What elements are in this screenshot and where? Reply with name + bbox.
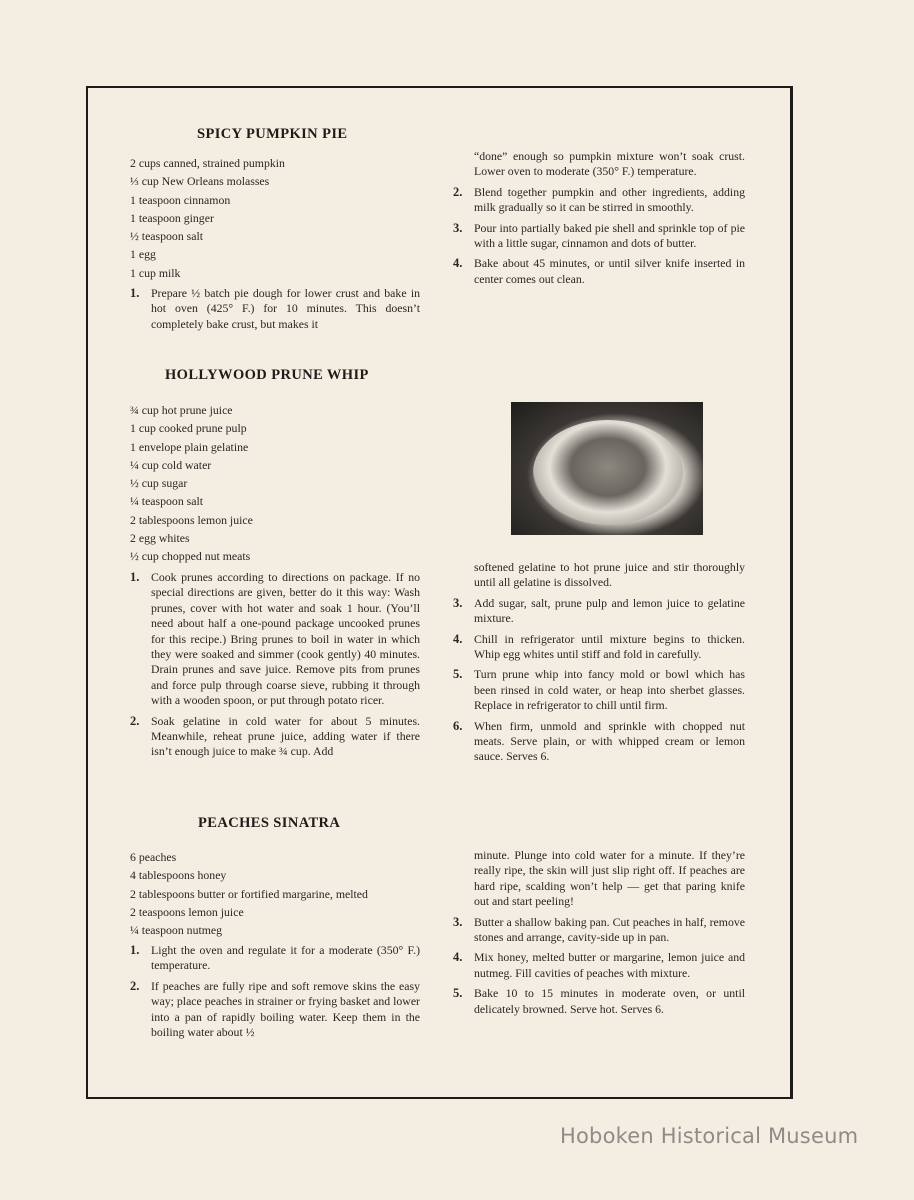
step-item [453, 632, 745, 663]
step-item [453, 221, 745, 252]
prune-whip-photo [511, 402, 703, 535]
step-text: “done” enough so pumpkin mixture won’t soak crust. Lower oven to moderate (350° F.) temperature. [474, 149, 745, 179]
steps-left [130, 943, 420, 1045]
recipe-title: PEACHES SINATRA [198, 815, 341, 831]
step-item [453, 185, 745, 216]
ingredient-item: 2 egg whites [130, 531, 190, 546]
step-number: 6. [453, 718, 463, 733]
step-item [453, 950, 745, 981]
step-number: 1. [130, 570, 140, 584]
step-item [453, 596, 745, 627]
steps-left [130, 570, 420, 765]
ingredient-item: ½ cup sugar [130, 476, 188, 491]
step-text: Pour into partially baked pie shell and sprinkle top of pie with a little sugar, cinnamon and dots of butter. [474, 220, 745, 251]
step-text: If peaches are fully ripe and soft remove skins the easy way; place peaches in strainer or frying basket and lower into a pan of rapidly boiling water. Keep them in the boiling water about ½ [151, 978, 420, 1040]
steps-right [453, 848, 745, 1022]
steps-right [453, 149, 745, 292]
ingredient-item: 1 teaspoon cinnamon [130, 192, 231, 207]
step-text: minute. Plunge into cold water for a minute. If they’re really ripe, the skin will just slip right off. If peaches are hard ripe, scalding won’t help — get that paring knife out and start peeling! [474, 848, 745, 909]
step-item [453, 848, 745, 910]
step-item [453, 149, 745, 180]
step-item [453, 719, 745, 765]
step-text: Cook prunes according to directions on package. If no special directions are given, better do it this way: Wash prunes, cover with hot water and soak 1 hour. (You’ll need about half a one-pound package uncooked prunes for this recipe.) Bring prunes to boil in water in which they were soaked and simmer (cook gently) 40 minutes. Drain prunes and save juice. Remove pits from prunes and force pulp through coarse sieve, rubbing it through with a wooden spoon, or put through potato ricer. [151, 570, 420, 708]
step-number: 2. [130, 713, 140, 728]
step-number: 5. [453, 986, 463, 1001]
step-number: 4. [453, 256, 463, 271]
ingredient-item: ¼ cup cold water [130, 457, 212, 472]
steps-right [453, 560, 745, 770]
step-item [130, 714, 420, 760]
step-number: 3. [453, 595, 463, 610]
step-item [453, 915, 745, 946]
step-number: 3. [453, 220, 463, 235]
step-number: 2. [453, 184, 463, 199]
step-text: softened gelatine to hot prune juice and stir thoroughly until all gelatine is dissolved. [474, 560, 745, 590]
steps-left [130, 286, 420, 337]
step-item [453, 256, 745, 287]
step-text: Soak gelatine in cold water for about 5 minutes. Meanwhile, reheat prune juice, adding water if there isn’t enough juice to make ¾ cup. Add [151, 713, 420, 759]
step-item [453, 986, 745, 1017]
ingredient-item: 4 tablespoons honey [130, 868, 227, 883]
step-item [130, 979, 420, 1041]
ingredient-list [130, 401, 420, 566]
ingredient-item: 2 cups canned, strained pumpkin [130, 156, 285, 170]
step-text: Bake 10 to 15 minutes in moderate oven, or until delicately browned. Serve hot. Serves 6. [474, 986, 745, 1016]
ingredient-item: ¼ teaspoon salt [130, 494, 204, 509]
museum-watermark: Hoboken Historical Museum [560, 1124, 859, 1148]
step-text: Prepare ½ batch pie dough for lower crust and bake in hot oven (425° F.) for 10 minutes. This doesn’t completely bake crust, but makes it [151, 286, 420, 331]
step-item [130, 570, 420, 709]
ingredient-item: 2 tablespoons butter or fortified margarine, melted [130, 886, 368, 901]
step-number: 2. [130, 978, 140, 993]
ingredient-item: 6 peaches [130, 850, 177, 864]
recipe-title: HOLLYWOOD PRUNE WHIP [165, 367, 369, 383]
step-text: Blend together pumpkin and other ingredients, adding milk gradually so it can be stirred in smoothly. [474, 184, 745, 215]
step-text: Light the oven and regulate it for a moderate (350° F.) temperature. [151, 943, 420, 973]
ingredient-list [130, 154, 420, 282]
step-number: 1. [130, 943, 140, 957]
step-item [453, 560, 745, 591]
ingredient-item: 2 tablespoons lemon juice [130, 512, 253, 527]
step-text: Chill in refrigerator until mixture begins to thicken. Whip egg whites until stiff and fold in carefully. [474, 631, 745, 662]
step-number: 4. [453, 950, 463, 965]
step-item [130, 943, 420, 974]
step-number: 5. [453, 667, 463, 682]
ingredient-item: 2 teaspoons lemon juice [130, 904, 244, 919]
ingredient-item: ¾ cup hot prune juice [130, 403, 233, 417]
ingredient-item: ⅓ cup New Orleans molasses [130, 174, 270, 189]
ingredient-item: ½ cup chopped nut meats [130, 549, 251, 564]
ingredient-item: ¼ teaspoon nutmeg [130, 923, 223, 938]
step-text: When firm, unmold and sprinkle with chopped nut meats. Serve plain, or with whipped cream or lemon sauce. Serves 6. [474, 718, 745, 764]
ingredient-item: 1 egg [130, 247, 156, 262]
ingredient-item: 1 cup milk [130, 265, 181, 280]
step-text: Butter a shallow baking pan. Cut peaches in half, remove stones and arrange, cavity-side up in pan. [474, 914, 745, 945]
ingredient-item: 1 envelope plain gelatine [130, 439, 249, 454]
step-number: 1. [130, 286, 140, 300]
ingredient-item: 1 teaspoon ginger [130, 210, 214, 225]
recipe-title: SPICY PUMPKIN PIE [197, 126, 348, 142]
step-text: Mix honey, melted butter or margarine, lemon juice and nutmeg. Fill cavities of peaches with mixture. [474, 950, 745, 980]
step-text: Turn prune whip into fancy mold or bowl which has been rinsed in cold water, or heap into sherbet glasses. Replace in refrigerator to chill until firm. [474, 667, 745, 713]
step-text: Add sugar, salt, prune pulp and lemon juice to gelatine mixture. [474, 595, 745, 626]
step-number: 3. [453, 914, 463, 929]
ingredient-item: 1 cup cooked prune pulp [130, 421, 247, 436]
step-number: 4. [453, 631, 463, 646]
step-item [453, 667, 745, 713]
ingredient-item: ½ teaspoon salt [130, 229, 204, 244]
ingredient-list [130, 848, 420, 939]
step-text: Bake about 45 minutes, or until silver knife inserted in center comes out clean. [474, 256, 745, 286]
step-item [130, 286, 420, 332]
